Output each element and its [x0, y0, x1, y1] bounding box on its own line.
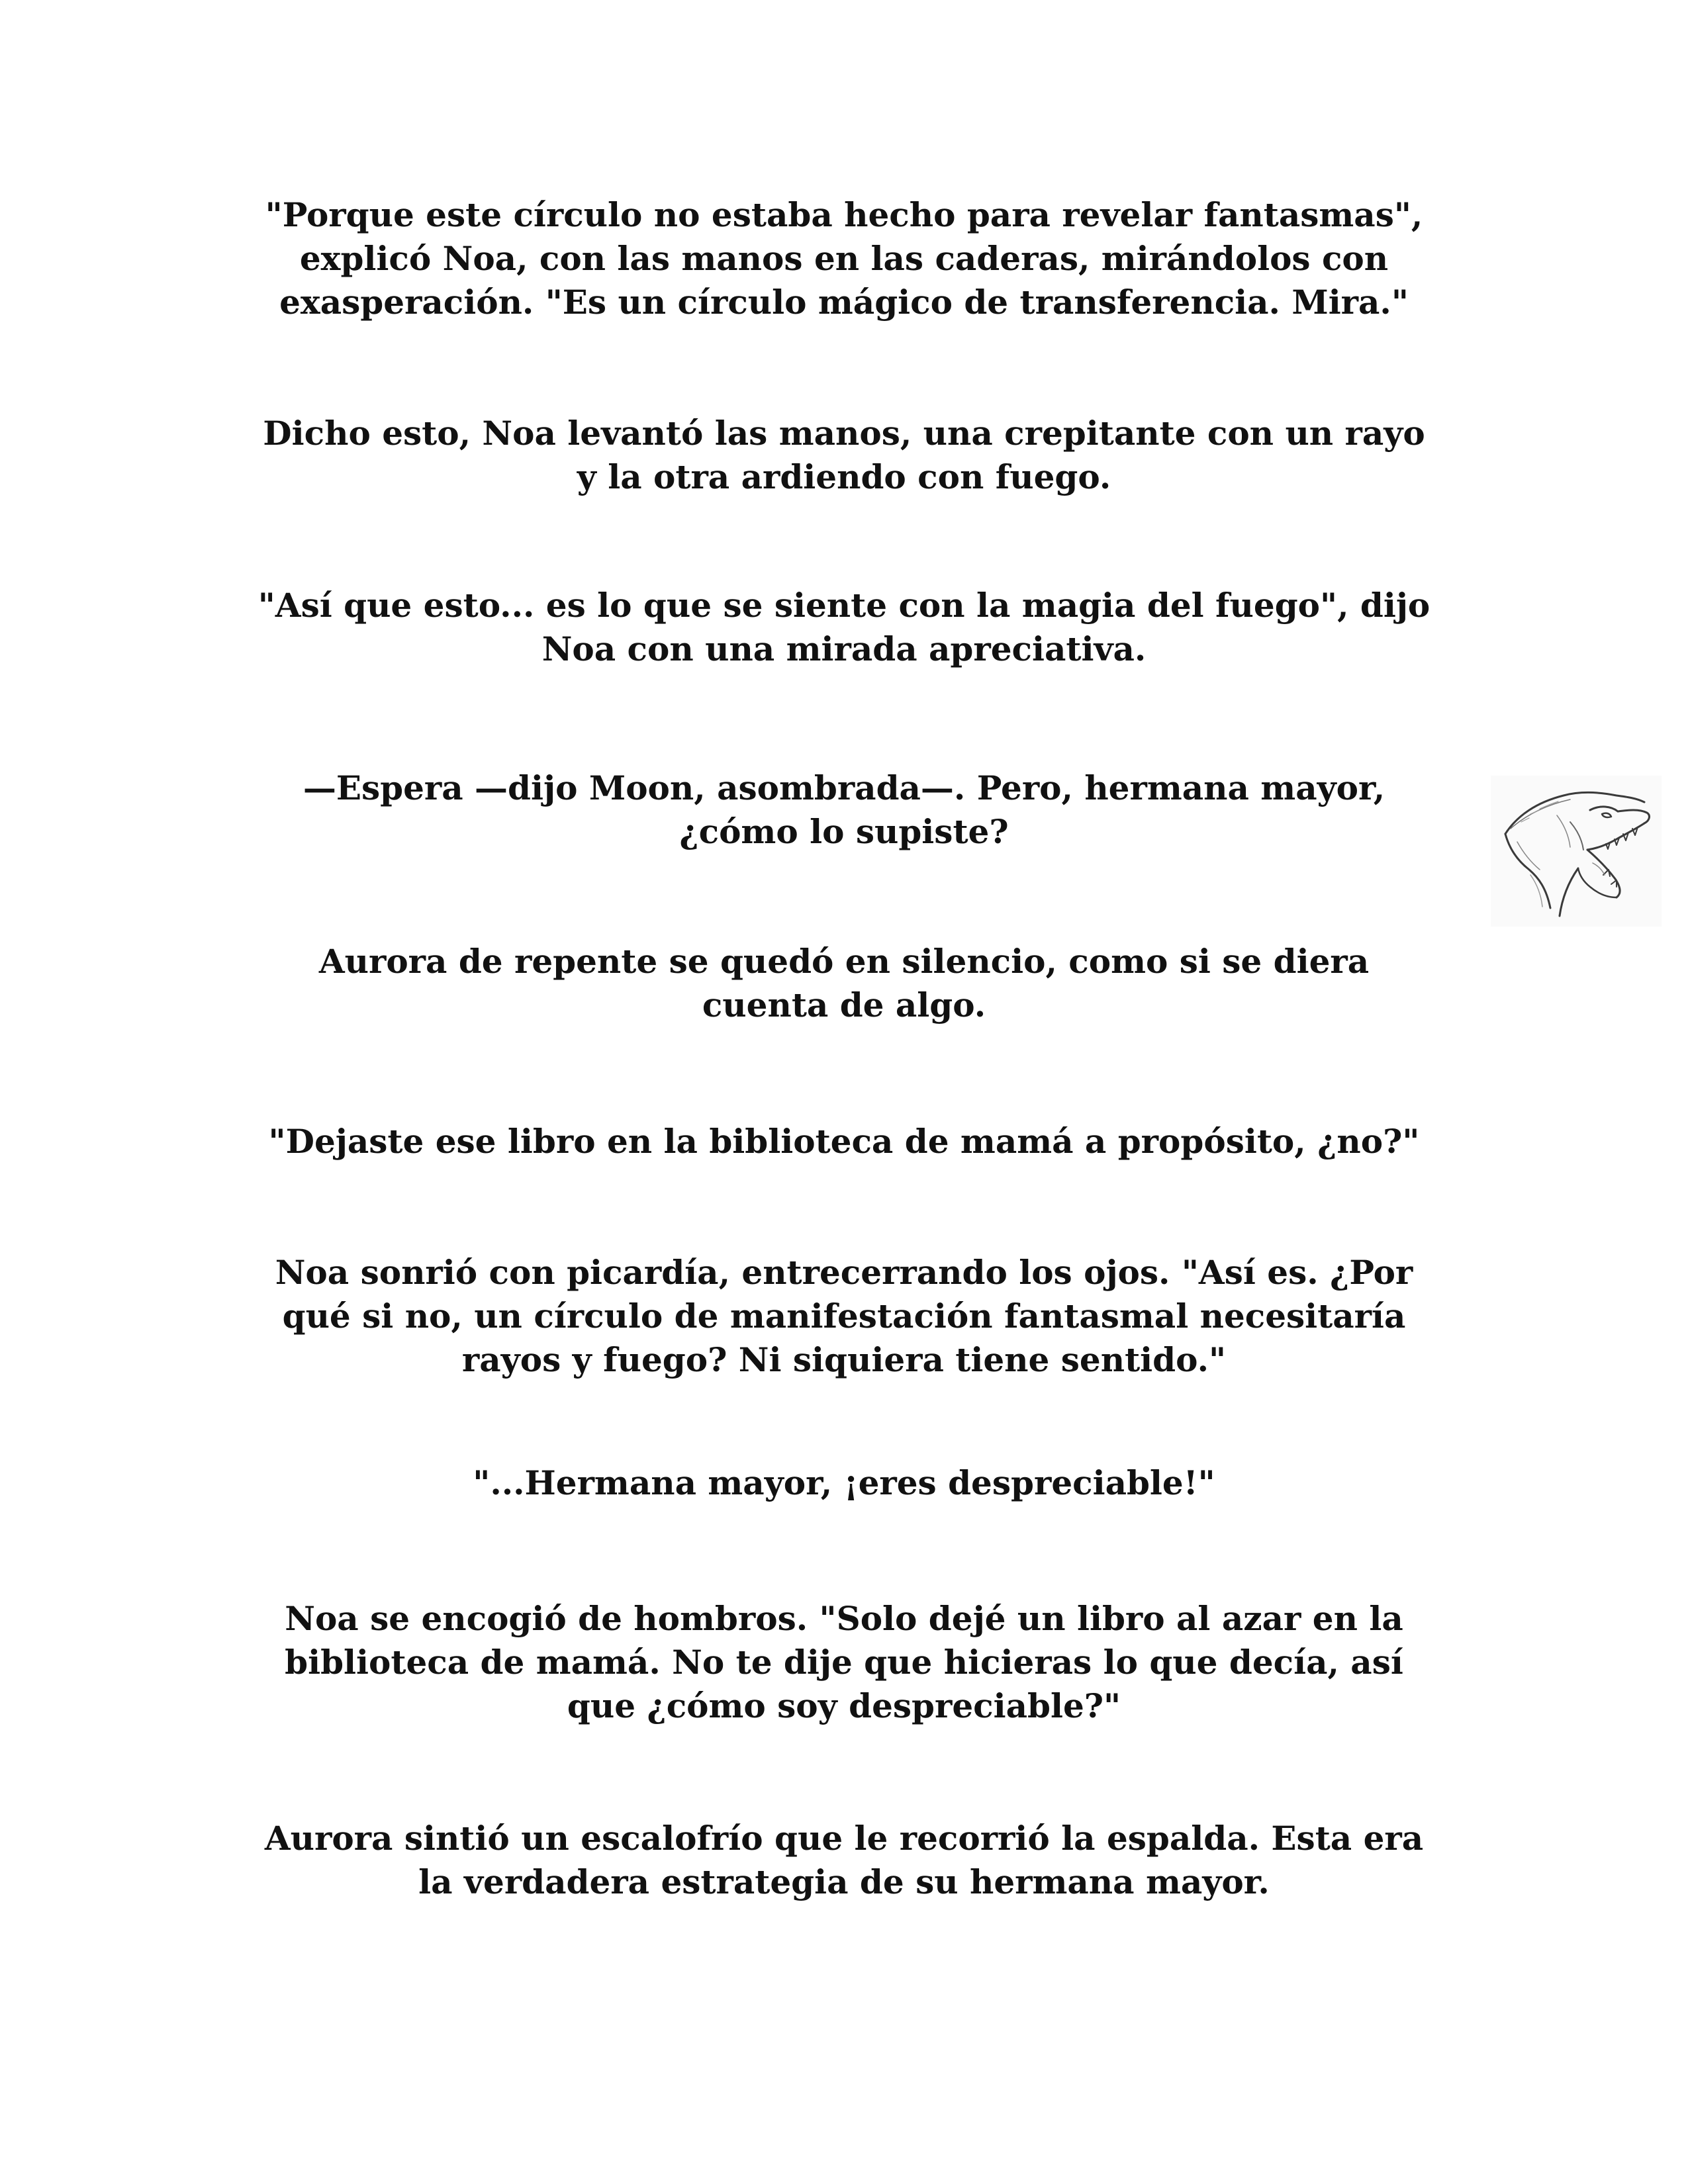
dinosaur-sketch-icon — [1491, 776, 1662, 927]
paragraph-10: Aurora sintió un escalofrío que le recorrió la espalda. Esta era la verdadera estrategia de su hermana mayor. — [264, 1819, 1424, 1901]
paragraph-6: "Dejaste ese libro en la biblioteca de mamá a propósito, ¿no?" — [268, 1122, 1420, 1161]
paragraph-7: Noa sonrió con picardía, entrecerrando los ojos. "Así es. ¿Por qué si no, un círculo de manifestación fantasmal necesitaría rayos y fuego? Ni siquiera tiene sentido." — [275, 1253, 1413, 1379]
paragraph-1: "Porque este círculo no estaba hecho para revelar fantasmas", explicó Noa, con las manos en las caderas, mirándolos con exasperación. "Es un círculo mágico de transferencia. Mira." — [265, 195, 1423, 322]
paragraph-9: Noa se encogió de hombros. "Solo dejé un libro al azar en la biblioteca de mamá. No te dije que hicieras lo que decía, así que ¿cómo soy despreciable?" — [285, 1599, 1403, 1725]
paragraph-4: —Espera —dijo Moon, asombrada—. Pero, hermana mayor, ¿cómo lo supiste? — [303, 768, 1385, 851]
paragraph-8: "...Hermana mayor, ¡eres despreciable!" — [473, 1463, 1215, 1502]
paragraph-2: Dicho esto, Noa levantó las manos, una crepitante con un rayo y la otra ardiendo con fuego. — [263, 414, 1425, 496]
paragraph-5: Aurora de repente se quedó en silencio, como si se diera cuenta de algo. — [318, 942, 1370, 1024]
paragraph-3: "Así que esto... es lo que se siente con la magia del fuego", dijo Noa con una mirada apreciativa. — [258, 586, 1430, 668]
